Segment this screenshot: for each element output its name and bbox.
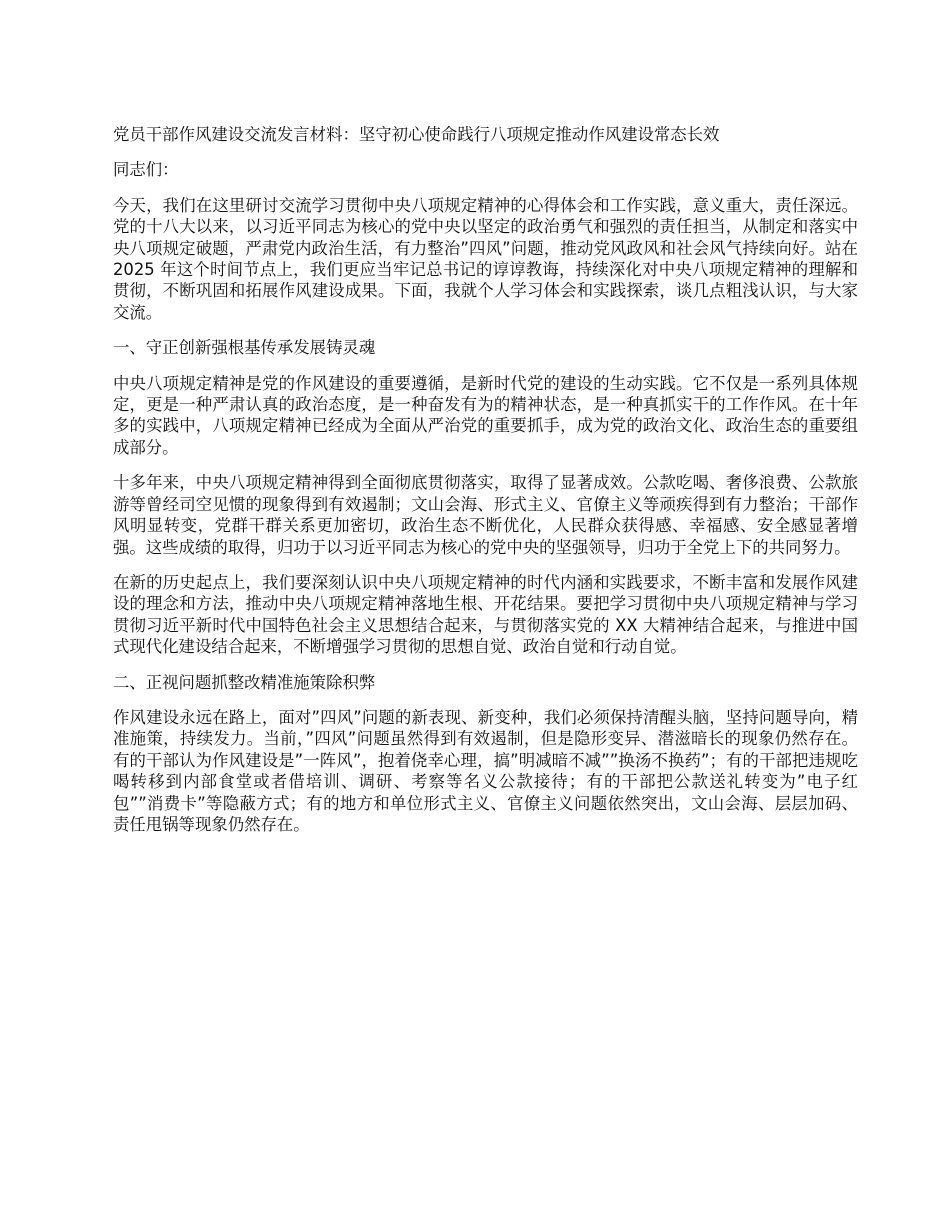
document-page bbox=[113, 124, 858, 849]
section-1-paragraph-2: 十多年来，中央八项规定精神得到全面彻底贯彻落实，取得了显著成效。公款吃喝、奢侈浪费、公款旅游等曾经司空见惯的现象得到有效遏制；文山会海、形式主义、官僚主义等顽疾得到有力整治；干部作风明显转变，党群干群关系更加密切，政治生态不断优化，人民群众获得感、幸福感、安全感显著增强。这些成绩的取得，归功于以习近平同志为核心的党中央的坚强领导，归功于全党上下的共同努力。 bbox=[113, 473, 858, 557]
intro-paragraph: 今天，我们在这里研讨交流学习贯彻中央八项规定精神的心得体会和工作实践，意义重大，责任深远。党的十八大以来，以习近平同志为核心的党中央以坚定的政治勇气和强烈的责任担当，从制定和落实中央八项规定破题，严肃党内政治生活，有力整治”四风”问题，推动党风政风和社会风气持续向好。站在 2025 年这个时间节点上，我们更应当牢记总书记的谆谆教诲，持续深化对中央八项规定精神的理解和贯彻，不断巩固和拓展作风建设成果。下面，我就个人学习体会和实践探索，谈几点粗浅认识，与大家交流。 bbox=[113, 195, 858, 322]
section-2-heading: 二、正视问题抓整改精准施策除积弊 bbox=[113, 672, 376, 692]
section-1-paragraph-1: 中央八项规定精神是党的作风建设的重要遵循，是新时代党的建设的生动实践。它不仅是一系列具体规定，更是一种严肃认真的政治态度，是一种奋发有为的精神状态，是一种真抓实干的工作作风。在十年多的实践中，八项规定精神已经成为全面从严治党的重要抓手，成为党的政治文化、政治生态的重要组成部分。 bbox=[113, 373, 858, 457]
document-title: 党员干部作风建设交流发言材料：坚守初心使命践行八项规定推动作风建设常态长效 bbox=[113, 125, 720, 144]
greeting: 同志们： bbox=[113, 160, 179, 180]
section-1-heading: 一、守正创新强根基传承发展铸灵魂 bbox=[113, 338, 376, 358]
section-2-paragraph-1: 作风建设永远在路上，面对”四风”问题的新表现、新变种，我们必须保持清醒头脑，坚持问题导向，精准施策，持续发力。当前，”四风”问题虽然得到有效遏制，但是隐形变异、潜滋暗长的现象仍然存在。有的干部认为作风建设是”一阵风”，抱着侥幸心理，搞”明减暗不减””换汤不换药”；有的干部把违规吃喝转移到内部食堂或者借培训、调研、考察等名义公款接待；有的干部把公款送礼转变为”电子红包””消费卡”等隐蔽方式；有的地方和单位形式主义、官僚主义问题依然突出，文山会海、层层加码、责任甩锅等现象仍然存在。 bbox=[113, 707, 858, 834]
section-1-paragraph-3: 在新的历史起点上，我们要深刻认识中央八项规定精神的时代内涵和实践要求，不断丰富和发展作风建设的理念和方法，推动中央八项规定精神落地生根、开花结果。要把学习贯彻中央八项规定精神与学习贯彻习近平新时代中国特色社会主义思想结合起来，与贯彻落实党的 XX 大精神结合起来，与推进中国式现代化建设结合起来，不断增强学习贯彻的思想自觉、政治自觉和行动自觉。 bbox=[113, 572, 858, 657]
